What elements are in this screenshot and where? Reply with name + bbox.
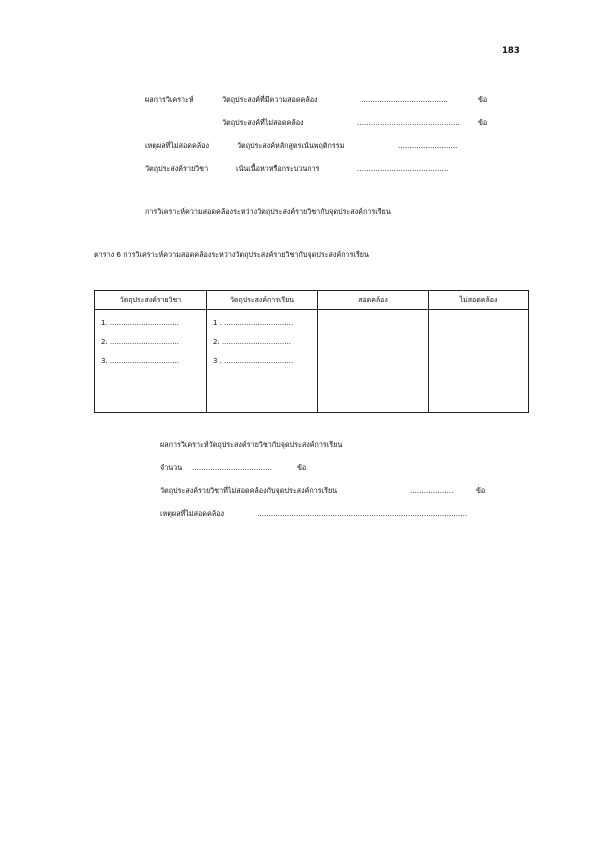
analysis-result-label: ผลการวิเคราะห์ [145, 95, 194, 104]
header-course-objectives: วัตถุประสงค์รายวิชา [95, 291, 207, 310]
course-reason-blank: ............................................................................................ [257, 509, 468, 518]
course-analysis-result-label: ผลการวิเคราะห์วัตถุประสงค์รายวิชากับจุดประสงค์การเรียน [160, 440, 343, 449]
course-objective-blank: ........................................ [357, 164, 449, 173]
table-caption: ตาราง 6 การวิเคราะห์ความสอดคล้องระหว่างวัตถุประสงค์รายวิชากับจุดประสงค์การเรียน [94, 250, 369, 259]
reason-label: เหตุผลที่ไม่สอดคล้อง [145, 141, 209, 150]
list-item: 2. ............................... [213, 338, 291, 346]
list-item: 1. ............................... [101, 319, 179, 327]
learning-objectives-cell [207, 310, 318, 413]
table-header-row [95, 291, 529, 310]
list-item: 3 . ............................... [213, 357, 294, 365]
course-objectives-cell [95, 310, 207, 413]
inconsistent-objectives-blank: ............................................. [357, 118, 460, 127]
analysis-table [94, 290, 529, 413]
course-reason-label: เหตุผลที่ไม่สอดคล้อง [160, 509, 224, 518]
consistent-objectives-blank: ...................................... [361, 95, 448, 104]
inconsistent-course-objectives-blank: ................... [410, 486, 454, 495]
table-row [95, 310, 529, 413]
inconsistent-objectives-unit: ข้อ [478, 118, 488, 127]
header-consistent: สอดคล้อง [318, 291, 429, 310]
inconsistent-course-objectives-unit: ข้อ [476, 486, 486, 495]
count-label: จำนวน [160, 463, 183, 472]
course-objective-text: เน้นเนื้อหาหรือกระบวนการ [236, 164, 320, 173]
section-heading: การวิเคราะห์ความสอดคล้องระหว่างวัตถุประสงค์รายวิชากับจุดประสงค์การเรียน [145, 207, 391, 216]
inconsistent-course-objectives-label: วัตถุประสงค์รายวิชาที่ไม่สอดคล้องกับจุดประสงค์การเรียน [160, 486, 338, 495]
consistent-objectives-label: วัตถุประสงค์ที่มีความสอดคล้อง [222, 95, 318, 104]
consistent-cell [318, 310, 429, 413]
inconsistent-objectives-label: วัตถุประสงค์ที่ไม่สอดคล้อง [222, 118, 304, 127]
header-inconsistent: ไม่สอดคล้อง [429, 291, 529, 310]
reason-blank: .......................... [398, 141, 458, 150]
list-item: 2. ............................... [101, 338, 179, 346]
count-unit: ข้อ [297, 463, 307, 472]
reason-text: วัตถุประสงค์หลักสูตรเน้นพฤติกรรม [237, 141, 345, 150]
inconsistent-cell [429, 310, 529, 413]
list-item: 3. ............................... [101, 357, 179, 365]
consistent-objectives-unit: ข้อ [478, 95, 488, 104]
count-blank: ................................... [192, 463, 272, 472]
header-learning-objectives: วัตถุประสงค์การเรียน [207, 291, 318, 310]
list-item: 1 . ............................... [213, 319, 294, 327]
course-objective-label: วัตถุประสงค์รายวิชา [145, 164, 209, 173]
page-number: 183 [502, 46, 520, 56]
